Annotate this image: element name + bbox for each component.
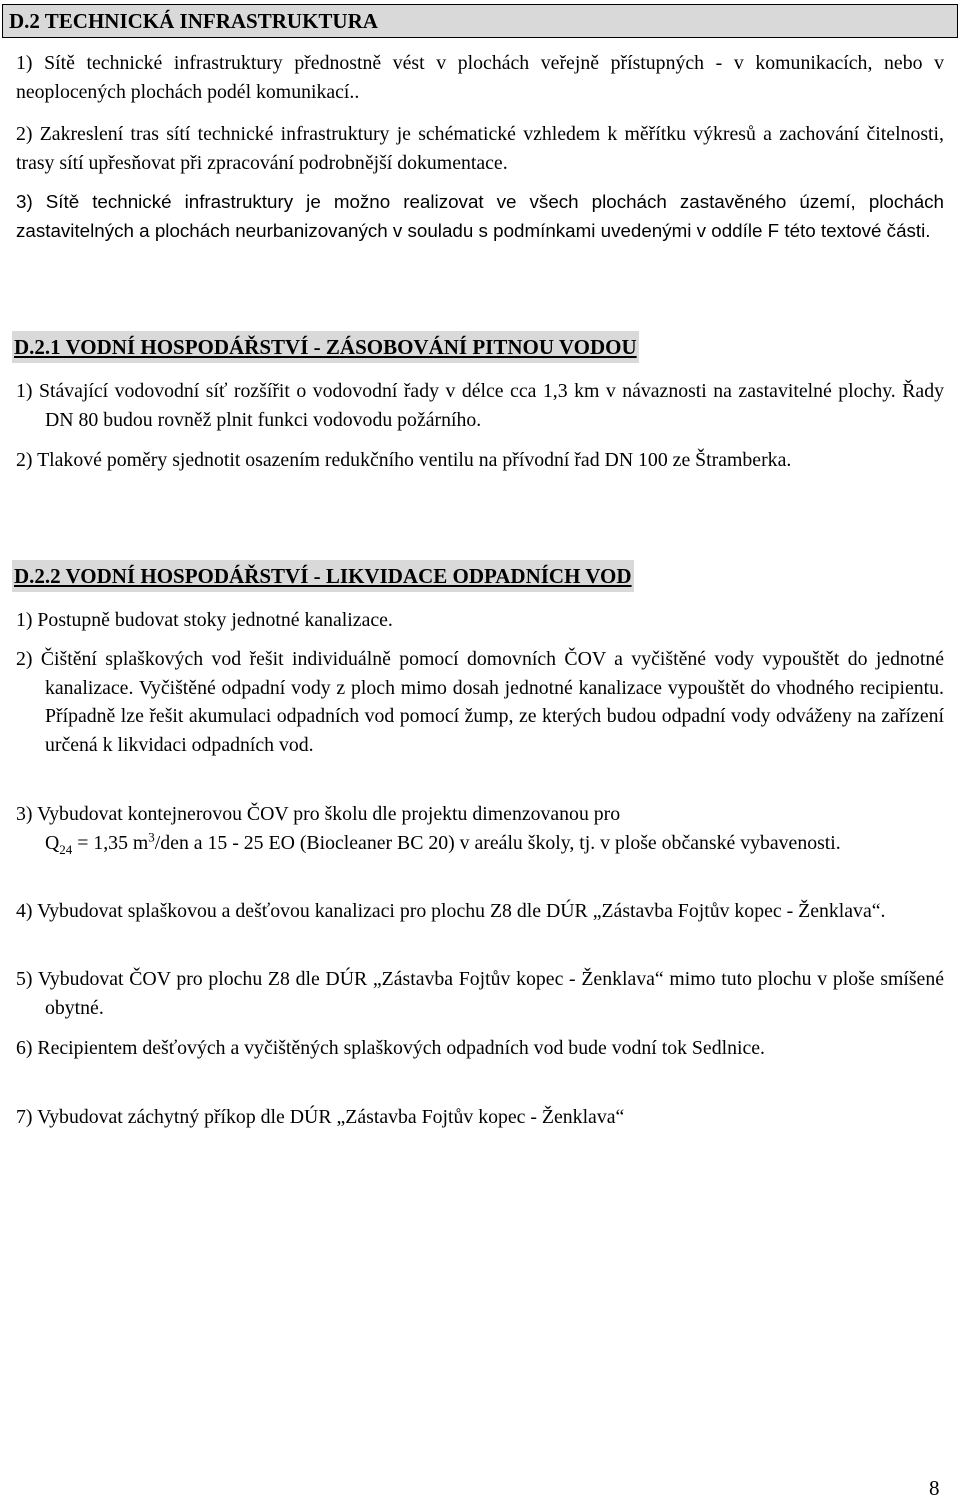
q-symbol: Q	[45, 831, 60, 854]
waste-water-item-3	[16, 800, 944, 857]
intro-paragraph-3: 3) Sítě technické infrastruktury je možno realizovat ve všech plochách zastavěného území, plochách zastavitelných a plochách neurbanizovaných v souladu s podmínkami uvedenými v oddíle F této textové části.	[16, 191, 944, 241]
subsection-heading-waste-water: D.2.2 VODNÍ HOSPODÁŘSTVÍ - LIKVIDACE ODPADNÍCH VOD	[12, 560, 634, 592]
waste-water-item-1: 1) Postupně budovat stoky jednotné kanalizace.	[16, 609, 393, 631]
water-supply-item-2: 2) Tlakové poměry sjednotit osazením redukčního ventilu na přívodní řad DN 100 ze Štramberka.	[16, 449, 792, 471]
cubic-superscript: 3	[148, 829, 155, 844]
waste-water-item-2: 2) Čištění splaškových vod řešit individuálně pomocí domovních ČOV a vyčištěné vody vypouštět do jednotné kanalizace. Vyčištěné odpadní vody z ploch mimo dosah jednotné kanalizace vypouštět do vhodného recipientu. Případně lze řešit akumulaci odpadních vod pomocí žump, ze kterých budou odpadní vody odváženy na zařízení určená k likvidaci odpadních vod.	[16, 648, 944, 756]
waste-water-item-6: 6) Recipientem dešťových a vyčištěných splaškových odpadních vod bude vodní tok Sedlnice.	[16, 1037, 765, 1059]
subsection-heading-water-supply: D.2.1 VODNÍ HOSPODÁŘSTVÍ - ZÁSOBOVÁNÍ PITNOU VODOU	[12, 331, 639, 363]
q-subscript: 24	[59, 841, 73, 857]
item-3-rest: /den a 15 - 25 EO (Biocleaner BC 20) v areálu školy, tj. v ploše občanské vybavenosti.	[154, 831, 841, 854]
intro-paragraph-2: 2) Zakreslení tras sítí technické infrastruktury je schématické vzhledem k měřítku výkresů a zachování čitelnosti, trasy sítí upřesňovat při zpracování podrobnější dokumentace.	[16, 123, 944, 174]
section-heading: D.2 TECHNICKÁ INFRASTRUKTURA	[2, 4, 958, 38]
page-number: 8	[929, 1476, 940, 1500]
waste-water-item-4: 4) Vybudovat splaškovou a dešťovou kanalizaci pro plochu Z8 dle DÚR „Zástavba Fojtův kopec - Ženklava“.	[16, 900, 886, 922]
intro-paragraph-1: 1) Sítě technické infrastruktury přednostně vést v plochách veřejně přístupných - v komunikacích, nebo v neoplocených plochách podél komunikací..	[16, 52, 944, 103]
water-supply-item-1: 1) Stávající vodovodní síť rozšířit o vodovodní řady v délce cca 1,3 km v návaznosti na zastavitelné plochy. Řady DN 80 budou rovněž plnit funkci vodovodu požárního.	[16, 380, 944, 431]
waste-water-item-5: 5) Vybudovat ČOV pro plochu Z8 dle DÚR „Zástavba Fojtův kopec - Ženklava“ mimo tuto plochu v ploše smíšené obytné.	[16, 968, 944, 1019]
flow-value: = 1,35 m	[72, 831, 149, 854]
waste-water-item-7: 7) Vybudovat záchytný příkop dle DÚR „Zástavba Fojtův kopec - Ženklava“	[16, 1106, 625, 1128]
item-3-line-1: 3) Vybudovat kontejnerovou ČOV pro školu dle projektu dimenzovanou pro	[16, 803, 621, 825]
